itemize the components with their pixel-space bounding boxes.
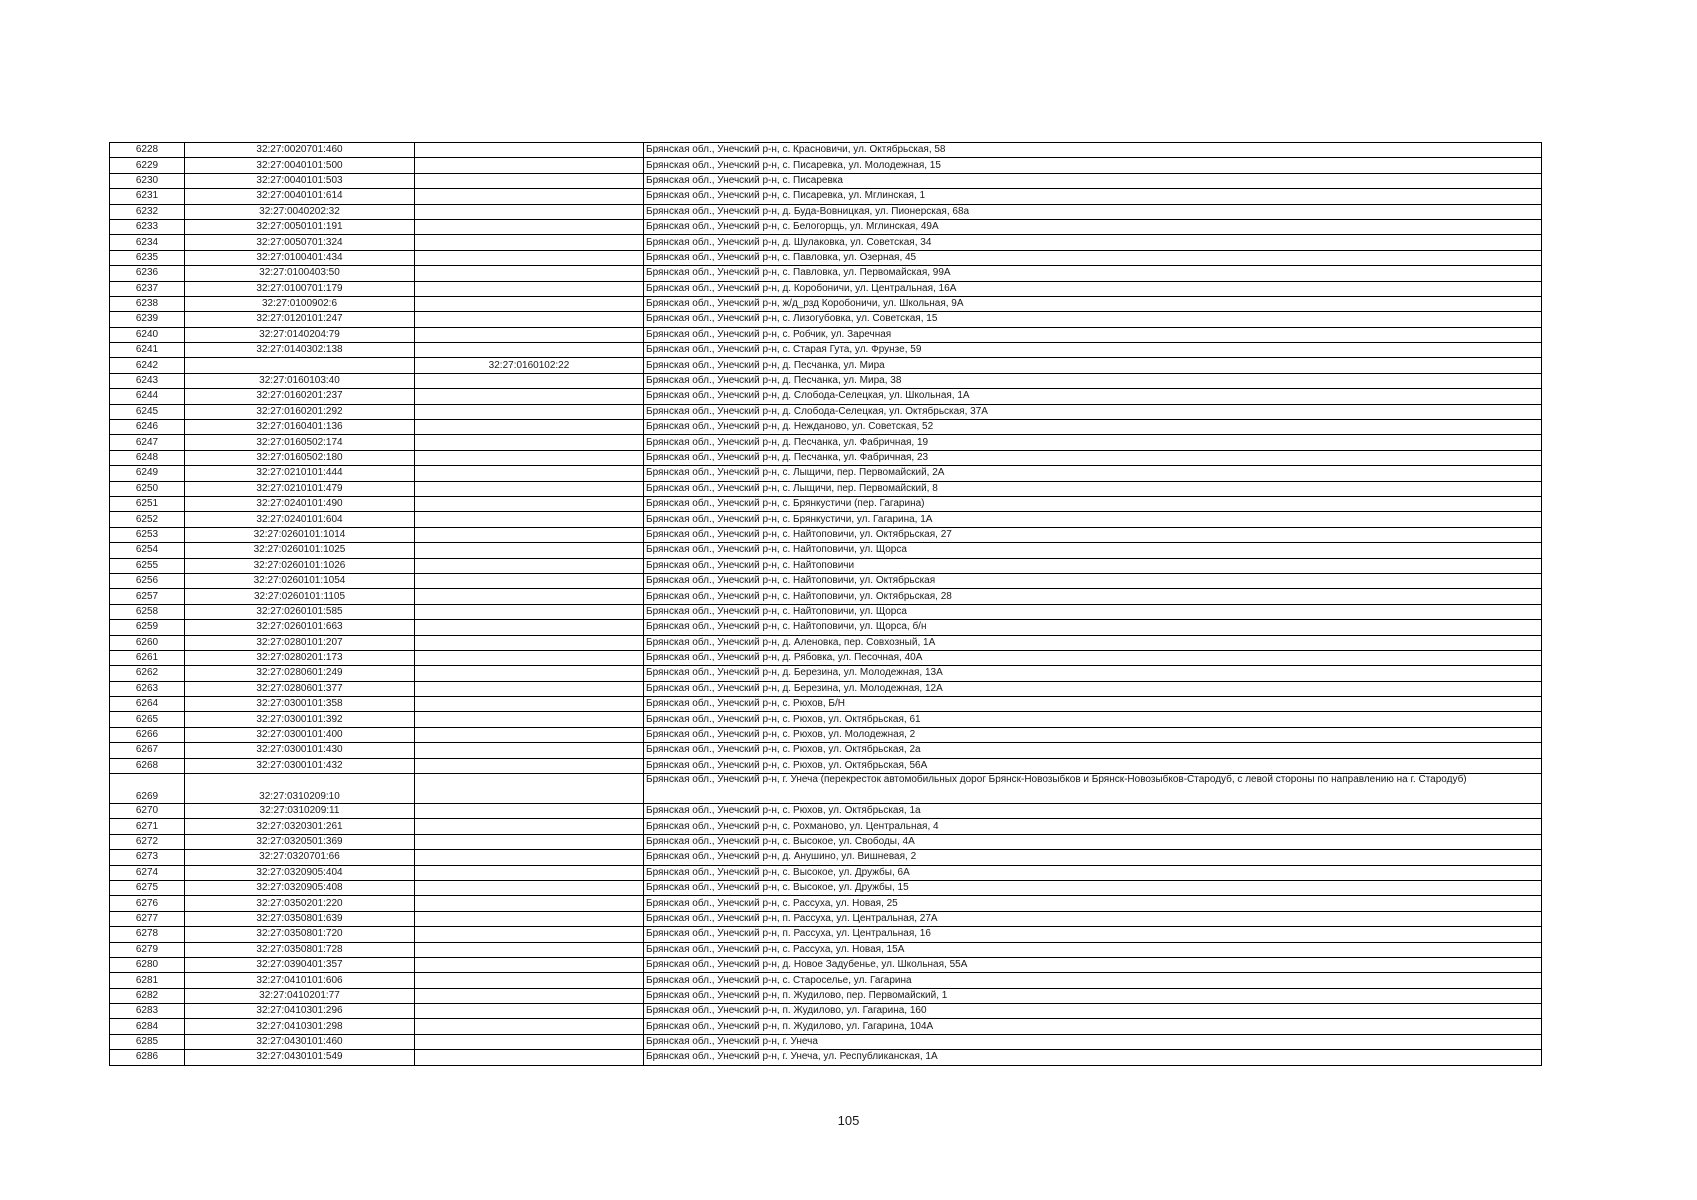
row-number-cell: 6265 [110, 712, 185, 727]
address-cell: Брянская обл., Унечский р-н, с. Высокое, ул. Дружбы, 15 [644, 880, 1542, 895]
cadastral-number-cell: 32:27:0260101:585 [185, 604, 415, 619]
row-number-cell: 6248 [110, 450, 185, 465]
table-row [110, 988, 1542, 1003]
cadastral-number-alt-cell [415, 604, 644, 619]
row-number-cell: 6266 [110, 727, 185, 742]
cadastral-number-alt-cell [415, 804, 644, 819]
table-row [110, 219, 1542, 234]
cadastral-number-cell: 32:27:0040101:503 [185, 173, 415, 188]
cadastral-number-cell: 32:27:0100401:434 [185, 250, 415, 265]
table-row [110, 250, 1542, 265]
cadastral-number-cell: 32:27:0410201:77 [185, 988, 415, 1003]
row-number-cell: 6281 [110, 973, 185, 988]
row-number-cell: 6262 [110, 666, 185, 681]
cadastral-number-cell: 32:27:0160103:40 [185, 373, 415, 388]
cadastral-number-alt-cell [415, 1034, 644, 1049]
table-row [110, 1050, 1542, 1065]
cadastral-number-cell: 32:27:0260101:663 [185, 620, 415, 635]
table-row [110, 727, 1542, 742]
address-cell: Брянская обл., Унечский р-н, с. Брянкустичи, ул. Гагарина, 1А [644, 512, 1542, 527]
address-cell: Брянская обл., Унечский р-н, д. Слобода-Селецкая, ул. Школьная, 1А [644, 389, 1542, 404]
row-number-cell: 6274 [110, 865, 185, 880]
row-number-cell: 6250 [110, 481, 185, 496]
cadastral-number-alt-cell [415, 650, 644, 665]
address-cell: Брянская обл., Унечский р-н, д. Коробоничи, ул. Центральная, 16А [644, 281, 1542, 296]
row-number-cell: 6272 [110, 834, 185, 849]
row-number-cell: 6263 [110, 681, 185, 696]
address-cell: Брянская обл., Унечский р-н, д. Буда-Вовницкая, ул. Пионерская, 68а [644, 204, 1542, 219]
cadastral-number-cell [185, 358, 415, 373]
table-row [110, 973, 1542, 988]
cadastral-number-alt-cell [415, 143, 644, 158]
address-cell: Брянская обл., Унечский р-н, с. Найтоповичи, ул. Щорса [644, 543, 1542, 558]
cadastral-number-alt-cell [415, 435, 644, 450]
address-cell: Брянская обл., Унечский р-н, д. Песчанка, ул. Фабричная, 19 [644, 435, 1542, 450]
row-number-cell: 6236 [110, 266, 185, 281]
table-row [110, 450, 1542, 465]
cadastral-number-cell: 32:27:0040101:614 [185, 189, 415, 204]
table-row [110, 1004, 1542, 1019]
cadastral-number-alt-cell [415, 589, 644, 604]
table-row [110, 435, 1542, 450]
table-row [110, 604, 1542, 619]
table-row [110, 420, 1542, 435]
cadastral-number-alt-cell [415, 204, 644, 219]
cadastral-number-alt-cell [415, 911, 644, 926]
cadastral-number-cell: 32:27:0120101:247 [185, 312, 415, 327]
row-number-cell: 6277 [110, 911, 185, 926]
cadastral-number-cell: 32:27:0140204:79 [185, 327, 415, 342]
row-number-cell: 6239 [110, 312, 185, 327]
cadastral-number-alt-cell [415, 1019, 644, 1034]
table-row [110, 880, 1542, 895]
address-cell: Брянская обл., Унечский р-н, с. Найтоповичи, ул. Октябрьская, 27 [644, 527, 1542, 542]
row-number-cell: 6283 [110, 1004, 185, 1019]
cadastral-number-alt-cell [415, 896, 644, 911]
cadastral-number-alt-cell [415, 558, 644, 573]
row-number-cell: 6278 [110, 927, 185, 942]
table-row [110, 389, 1542, 404]
row-number-cell: 6270 [110, 804, 185, 819]
address-cell: Брянская обл., Унечский р-н, с. Староселье, ул. Гагарина [644, 973, 1542, 988]
address-cell: Брянская обл., Унечский р-н, д. Слобода-Селецкая, ул. Октябрьская, 37А [644, 404, 1542, 419]
cadastral-number-cell: 32:27:0160201:292 [185, 404, 415, 419]
row-number-cell: 6256 [110, 573, 185, 588]
cadastral-number-alt-cell [415, 543, 644, 558]
table-row [110, 635, 1542, 650]
cadastral-number-alt-cell [415, 512, 644, 527]
address-cell: Брянская обл., Унечский р-н, с. Найтоповичи, ул. Щорса, б/н [644, 620, 1542, 635]
cadastral-number-cell: 32:27:0240101:490 [185, 496, 415, 511]
cadastral-number-cell: 32:27:0100902:6 [185, 296, 415, 311]
row-number-cell: 6252 [110, 512, 185, 527]
cadastral-number-cell: 32:27:0260101:1105 [185, 589, 415, 604]
cadastral-number-alt-cell [415, 743, 644, 758]
row-number-cell: 6275 [110, 880, 185, 895]
cadastral-number-alt-cell [415, 235, 644, 250]
cadastral-number-cell: 32:27:0300101:358 [185, 697, 415, 712]
address-cell: Брянская обл., Унечский р-н, с. Найтоповичи, ул. Щорса [644, 604, 1542, 619]
address-cell: Брянская обл., Унечский р-н, с. Высокое, ул. Дружбы, 6А [644, 865, 1542, 880]
row-number-cell: 6261 [110, 650, 185, 665]
row-number-cell: 6273 [110, 850, 185, 865]
cadastral-number-cell: 32:27:0320905:408 [185, 880, 415, 895]
row-number-cell: 6231 [110, 189, 185, 204]
cadastral-number-cell: 32:27:0040101:500 [185, 158, 415, 173]
table-row [110, 942, 1542, 957]
row-number-cell: 6244 [110, 389, 185, 404]
table-row [110, 204, 1542, 219]
table-row [110, 496, 1542, 511]
address-cell: Брянская обл., Унечский р-н, с. Рассуха, ул. Новая, 25 [644, 896, 1542, 911]
cadastral-number-cell: 32:27:0050701:324 [185, 235, 415, 250]
table-row [110, 266, 1542, 281]
cadastral-number-alt-cell [415, 281, 644, 296]
cadastral-number-alt-cell [415, 219, 644, 234]
cadastral-number-cell: 32:27:0320301:261 [185, 819, 415, 834]
cadastral-number-cell: 32:27:0020701:460 [185, 143, 415, 158]
address-cell: Брянская обл., Унечский р-н, с. Красновичи, ул. Октябрьская, 58 [644, 143, 1542, 158]
cadastral-number-alt-cell [415, 957, 644, 972]
cadastral-number-alt-cell [415, 189, 644, 204]
table-row [110, 543, 1542, 558]
cadastral-number-alt-cell [415, 988, 644, 1003]
cadastral-number-alt-cell [415, 635, 644, 650]
row-number-cell: 6245 [110, 404, 185, 419]
address-cell: Брянская обл., Унечский р-н, с. Рюхов, Б/Н [644, 697, 1542, 712]
table-row [110, 512, 1542, 527]
cadastral-number-cell: 32:27:0310209:10 [185, 774, 415, 804]
address-cell: Брянская обл., Унечский р-н, д. Песчанка, ул. Мира, 38 [644, 373, 1542, 388]
address-cell: Брянская обл., Унечский р-н, с. Павловка, ул. Первомайская, 99А [644, 266, 1542, 281]
cadastral-number-alt-cell [415, 373, 644, 388]
row-number-cell: 6233 [110, 219, 185, 234]
cadastral-number-cell: 32:27:0280101:207 [185, 635, 415, 650]
cadastral-number-alt-cell [415, 681, 644, 696]
row-number-cell: 6228 [110, 143, 185, 158]
cadastral-number-cell: 32:27:0390401:357 [185, 957, 415, 972]
cadastral-number-alt-cell [415, 880, 644, 895]
table-row [110, 1034, 1542, 1049]
cadastral-number-alt-cell [415, 527, 644, 542]
address-cell: Брянская обл., Унечский р-н, д. Березина, ул. Молодежная, 12А [644, 681, 1542, 696]
cadastral-number-alt-cell [415, 1050, 644, 1065]
address-cell: Брянская обл., Унечский р-н, д. Песчанка, ул. Мира [644, 358, 1542, 373]
row-number-cell: 6255 [110, 558, 185, 573]
row-number-cell: 6254 [110, 543, 185, 558]
cadastral-number-alt-cell [415, 312, 644, 327]
address-cell: Брянская обл., Унечский р-н, с. Лизогубовка, ул. Советская, 15 [644, 312, 1542, 327]
cadastral-number-cell: 32:27:0280601:377 [185, 681, 415, 696]
row-number-cell: 6286 [110, 1050, 185, 1065]
address-cell: Брянская обл., Унечский р-н, ж/д_рзд Коробоничи, ул. Школьная, 9А [644, 296, 1542, 311]
row-number-cell: 6279 [110, 942, 185, 957]
address-cell: Брянская обл., Унечский р-н, п. Рассуха, ул. Центральная, 16 [644, 927, 1542, 942]
table-row [110, 573, 1542, 588]
table-row [110, 358, 1542, 373]
row-number-cell: 6246 [110, 420, 185, 435]
cadastral-number-cell: 32:27:0260101:1054 [185, 573, 415, 588]
cadastral-number-cell: 32:27:0300101:392 [185, 712, 415, 727]
cadastral-number-alt-cell [415, 573, 644, 588]
cadastral-number-cell: 32:27:0410301:298 [185, 1019, 415, 1034]
table-row [110, 834, 1542, 849]
table-body [110, 143, 1542, 1066]
row-number-cell: 6234 [110, 235, 185, 250]
cadastral-number-cell: 32:27:0160201:237 [185, 389, 415, 404]
cadastral-number-alt-cell [415, 496, 644, 511]
cadastral-number-alt-cell [415, 420, 644, 435]
cadastral-number-alt-cell [415, 404, 644, 419]
table-row [110, 865, 1542, 880]
cadastral-number-alt-cell [415, 927, 644, 942]
cadastral-number-cell: 32:27:0050101:191 [185, 219, 415, 234]
cadastral-number-alt-cell [415, 481, 644, 496]
cadastral-number-alt-cell [415, 727, 644, 742]
cadastral-number-alt-cell [415, 250, 644, 265]
row-number-cell: 6264 [110, 697, 185, 712]
cadastral-number-cell: 32:27:0310209:11 [185, 804, 415, 819]
row-number-cell: 6280 [110, 957, 185, 972]
page-number: 105 [837, 1113, 860, 1128]
address-cell: Брянская обл., Унечский р-н, с. Рюхов, ул. Молодежная, 2 [644, 727, 1542, 742]
address-cell: Брянская обл., Унечский р-н, г. Унеча [644, 1034, 1542, 1049]
row-number-cell: 6284 [110, 1019, 185, 1034]
table-row [110, 712, 1542, 727]
cadastral-number-alt-cell [415, 697, 644, 712]
table-row [110, 758, 1542, 773]
cadastral-number-alt-cell [415, 819, 644, 834]
address-cell: Брянская обл., Унечский р-н, с. Лыщичи, пер. Первомайский, 8 [644, 481, 1542, 496]
row-number-cell: 6242 [110, 358, 185, 373]
address-cell: Брянская обл., Унечский р-н, с. Рюхов, ул. Октябрьская, 1а [644, 804, 1542, 819]
cadastral-number-alt-cell [415, 266, 644, 281]
cadastral-number-alt-cell [415, 774, 644, 804]
cadastral-number-alt-cell [415, 942, 644, 957]
row-number-cell: 6241 [110, 343, 185, 358]
row-number-cell: 6276 [110, 896, 185, 911]
table-row [110, 620, 1542, 635]
row-number-cell: 6247 [110, 435, 185, 450]
cadastral-number-cell: 32:27:0140302:138 [185, 343, 415, 358]
cadastral-number-cell: 32:27:0160502:180 [185, 450, 415, 465]
table-row [110, 373, 1542, 388]
table-row [110, 589, 1542, 604]
cadastral-table [109, 142, 1542, 1066]
address-cell: Брянская обл., Унечский р-н, с. Павловка, ул. Озерная, 45 [644, 250, 1542, 265]
address-cell: Брянская обл., Унечский р-н, д. Анушино, ул. Вишневая, 2 [644, 850, 1542, 865]
address-cell: Брянская обл., Унечский р-н, с. Рюхов, ул. Октябрьская, 56А [644, 758, 1542, 773]
cadastral-number-cell: 32:27:0300101:430 [185, 743, 415, 758]
cadastral-number-cell: 32:27:0410301:296 [185, 1004, 415, 1019]
cadastral-number-alt-cell [415, 666, 644, 681]
table-row [110, 1019, 1542, 1034]
cadastral-number-cell: 32:27:0280601:249 [185, 666, 415, 681]
cadastral-number-alt-cell: 32:27:0160102:22 [415, 358, 644, 373]
table-row [110, 481, 1542, 496]
table-row [110, 927, 1542, 942]
cadastral-number-alt-cell [415, 158, 644, 173]
table-row [110, 558, 1542, 573]
cadastral-number-alt-cell [415, 620, 644, 635]
row-number-cell: 6249 [110, 466, 185, 481]
row-number-cell: 6260 [110, 635, 185, 650]
table-row [110, 911, 1542, 926]
table-row [110, 466, 1542, 481]
cadastral-number-cell: 32:27:0240101:604 [185, 512, 415, 527]
cadastral-number-alt-cell [415, 296, 644, 311]
cadastral-number-cell: 32:27:0350201:220 [185, 896, 415, 911]
cadastral-number-cell: 32:27:0350801:639 [185, 911, 415, 926]
address-cell: Брянская обл., Унечский р-н, д. Песчанка, ул. Фабричная, 23 [644, 450, 1542, 465]
cadastral-number-alt-cell [415, 389, 644, 404]
address-cell: Брянская обл., Унечский р-н, д. Новое Задубенье, ул. Школьная, 55А [644, 957, 1542, 972]
cadastral-number-cell: 32:27:0100701:179 [185, 281, 415, 296]
table-row [110, 404, 1542, 419]
table-row [110, 850, 1542, 865]
row-number-cell: 6243 [110, 373, 185, 388]
cadastral-number-cell: 32:27:0300101:432 [185, 758, 415, 773]
address-cell: Брянская обл., Унечский р-н, д. Рябовка, ул. Песочная, 40А [644, 650, 1542, 665]
cadastral-number-cell: 32:27:0410101:606 [185, 973, 415, 988]
address-cell: Брянская обл., Унечский р-н, с. Рохманово, ул. Центральная, 4 [644, 819, 1542, 834]
cadastral-number-cell: 32:27:0260101:1026 [185, 558, 415, 573]
row-number-cell: 6238 [110, 296, 185, 311]
address-cell: Брянская обл., Унечский р-н, с. Брянкустичи (пер. Гагарина) [644, 496, 1542, 511]
cadastral-number-alt-cell [415, 450, 644, 465]
address-cell: Брянская обл., Унечский р-н, с. Найтоповичи, ул. Октябрьская [644, 573, 1542, 588]
table-row [110, 281, 1542, 296]
row-number-cell: 6230 [110, 173, 185, 188]
address-cell: Брянская обл., Унечский р-н, п. Рассуха, ул. Центральная, 27А [644, 911, 1542, 926]
address-cell: Брянская обл., Унечский р-н, д. Аленовка, пер. Совхозный, 1А [644, 635, 1542, 650]
address-cell: Брянская обл., Унечский р-н, с. Найтоповичи [644, 558, 1542, 573]
address-cell: Брянская обл., Унечский р-н, с. Робчик, ул. Заречная [644, 327, 1542, 342]
cadastral-number-cell: 32:27:0350801:728 [185, 942, 415, 957]
cadastral-number-alt-cell [415, 834, 644, 849]
cadastral-number-cell: 32:27:0210101:444 [185, 466, 415, 481]
cadastral-number-alt-cell [415, 850, 644, 865]
row-number-cell: 6237 [110, 281, 185, 296]
table-row [110, 957, 1542, 972]
table-row [110, 896, 1542, 911]
cadastral-number-alt-cell [415, 327, 644, 342]
table-row [110, 173, 1542, 188]
cadastral-number-alt-cell [415, 173, 644, 188]
table-row [110, 681, 1542, 696]
address-cell: Брянская обл., Унечский р-н, с. Рюхов, ул. Октябрьская, 2а [644, 743, 1542, 758]
row-number-cell: 6258 [110, 604, 185, 619]
address-cell: Брянская обл., Унечский р-н, с. Писаревка [644, 173, 1542, 188]
table-row [110, 312, 1542, 327]
address-cell: Брянская обл., Унечский р-н, с. Белогорщь, ул. Мглинская, 49А [644, 219, 1542, 234]
cadastral-number-cell: 32:27:0280201:173 [185, 650, 415, 665]
cadastral-number-cell: 32:27:0430101:549 [185, 1050, 415, 1065]
address-cell: Брянская обл., Унечский р-н, с. Рассуха, ул. Новая, 15А [644, 942, 1542, 957]
cadastral-number-cell: 32:27:0040202:32 [185, 204, 415, 219]
table-row [110, 343, 1542, 358]
row-number-cell: 6271 [110, 819, 185, 834]
row-number-cell: 6282 [110, 988, 185, 1003]
table-row [110, 327, 1542, 342]
table-row [110, 666, 1542, 681]
cadastral-number-cell: 32:27:0350801:720 [185, 927, 415, 942]
row-number-cell: 6268 [110, 758, 185, 773]
address-cell: Брянская обл., Унечский р-н, д. Нежданово, ул. Советская, 52 [644, 420, 1542, 435]
address-cell: Брянская обл., Унечский р-н, п. Жудилово, ул. Гагарина, 104А [644, 1019, 1542, 1034]
address-cell: Брянская обл., Унечский р-н, с. Писаревка, ул. Молодежная, 15 [644, 158, 1542, 173]
address-cell: Брянская обл., Унечский р-н, с. Найтоповичи, ул. Октябрьская, 28 [644, 589, 1542, 604]
cadastral-number-cell: 32:27:0210101:479 [185, 481, 415, 496]
address-cell: Брянская обл., Унечский р-н, д. Шулаковка, ул. Советская, 34 [644, 235, 1542, 250]
row-number-cell: 6257 [110, 589, 185, 604]
cadastral-number-cell: 32:27:0100403:50 [185, 266, 415, 281]
address-cell: Брянская обл., Унечский р-н, п. Жудилово, пер. Первомайский, 1 [644, 988, 1542, 1003]
table-row [110, 527, 1542, 542]
address-cell: Брянская обл., Унечский р-н, г. Унеча, ул. Республиканская, 1А [644, 1050, 1542, 1065]
cadastral-number-alt-cell [415, 712, 644, 727]
row-number-cell: 6240 [110, 327, 185, 342]
table-row [110, 697, 1542, 712]
table-row [110, 189, 1542, 204]
cadastral-number-cell: 32:27:0300101:400 [185, 727, 415, 742]
row-number-cell: 6253 [110, 527, 185, 542]
cadastral-number-cell: 32:27:0430101:460 [185, 1034, 415, 1049]
address-cell: Брянская обл., Унечский р-н, с. Высокое, ул. Свободы, 4А [644, 834, 1542, 849]
cadastral-number-cell: 32:27:0320501:369 [185, 834, 415, 849]
address-cell: Брянская обл., Унечский р-н, п. Жудилово, ул. Гагарина, 160 [644, 1004, 1542, 1019]
cadastral-number-alt-cell [415, 973, 644, 988]
cadastral-number-alt-cell [415, 758, 644, 773]
table-row [110, 650, 1542, 665]
table-row [110, 143, 1542, 158]
table-row [110, 296, 1542, 311]
cadastral-number-alt-cell [415, 466, 644, 481]
address-cell: Брянская обл., Унечский р-н, с. Рюхов, ул. Октябрьская, 61 [644, 712, 1542, 727]
address-cell: Брянская обл., Унечский р-н, с. Лыщичи, пер. Первомайский, 2А [644, 466, 1542, 481]
address-cell: Брянская обл., Унечский р-н, д. Березина, ул. Молодежная, 13А [644, 666, 1542, 681]
row-number-cell: 6285 [110, 1034, 185, 1049]
table-row [110, 804, 1542, 819]
row-number-cell: 6235 [110, 250, 185, 265]
row-number-cell: 6259 [110, 620, 185, 635]
cadastral-number-cell: 32:27:0160401:136 [185, 420, 415, 435]
row-number-cell: 6251 [110, 496, 185, 511]
cadastral-number-cell: 32:27:0260101:1025 [185, 543, 415, 558]
cadastral-number-alt-cell [415, 865, 644, 880]
row-number-cell: 6269 [110, 774, 185, 804]
address-cell: Брянская обл., Унечский р-н, с. Старая Гута, ул. Фрунзе, 59 [644, 343, 1542, 358]
address-cell: Брянская обл., Унечский р-н, г. Унеча (перекресток автомобильных дорог Брянск-Новозыбков и Брянск-Новозыбков-Стародуб, с левой стороны по направлению на г. Стародуб) [644, 774, 1542, 804]
cadastral-number-cell: 32:27:0320905:404 [185, 865, 415, 880]
row-number-cell: 6232 [110, 204, 185, 219]
table-row [110, 235, 1542, 250]
cadastral-number-alt-cell [415, 343, 644, 358]
table-row [110, 158, 1542, 173]
row-number-cell: 6267 [110, 743, 185, 758]
address-cell: Брянская обл., Унечский р-н, с. Писаревка, ул. Мглинская, 1 [644, 189, 1542, 204]
row-number-cell: 6229 [110, 158, 185, 173]
table-row [110, 774, 1542, 804]
cadastral-number-alt-cell [415, 1004, 644, 1019]
table-row [110, 743, 1542, 758]
cadastral-number-cell: 32:27:0320701:66 [185, 850, 415, 865]
table-row [110, 819, 1542, 834]
cadastral-number-cell: 32:27:0160502:174 [185, 435, 415, 450]
cadastral-number-cell: 32:27:0260101:1014 [185, 527, 415, 542]
